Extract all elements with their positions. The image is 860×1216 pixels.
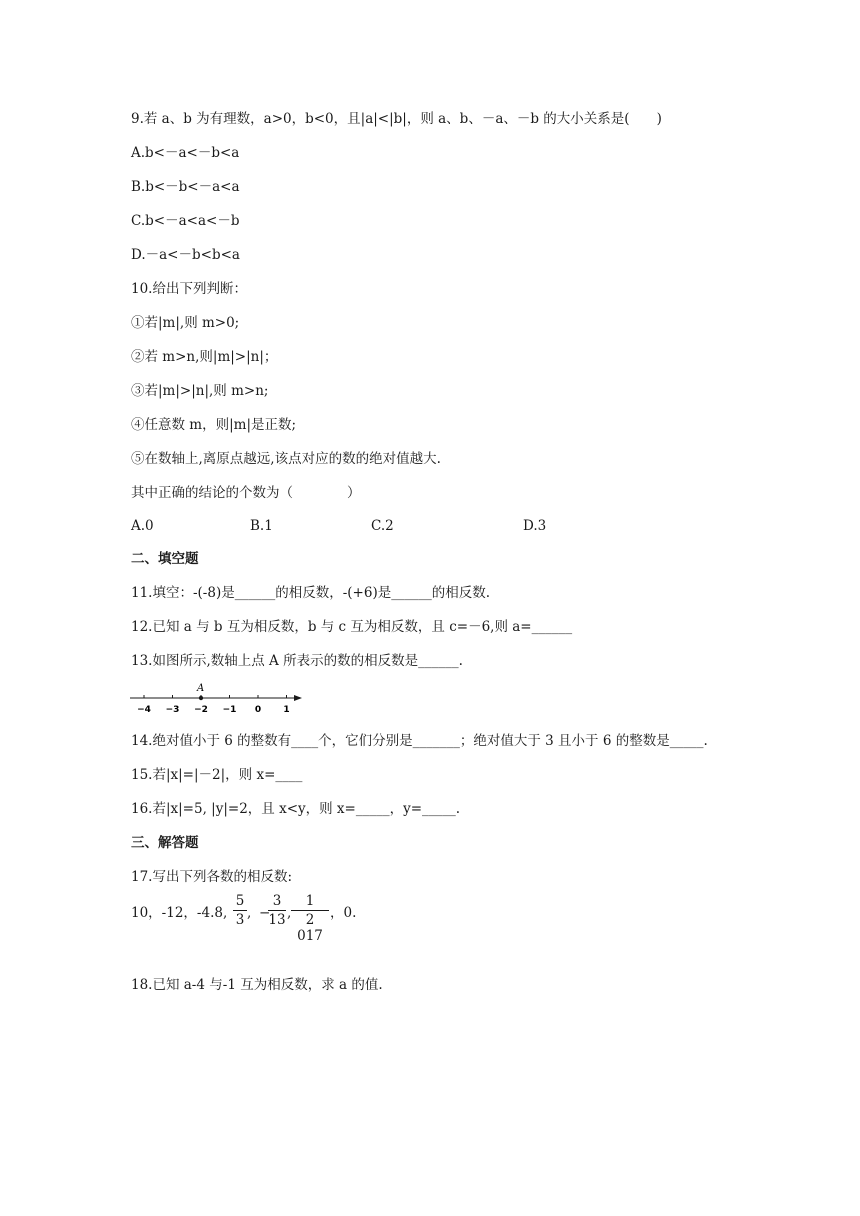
q12: 12.已知 a 与 b 互为相反数，b 与 c 互为相反数，且 c=－6,则 a=______ [131,619,573,635]
q9-option-d: D.－a<－b<b<a [131,247,240,263]
point-a-label: A [197,683,205,694]
q17-fraction-1 [233,893,247,928]
q17-stem: 17.写出下列各数的相反数: [131,869,293,885]
fraction-bar [268,910,286,911]
q17-prefix: 10，-12，-4.8, [131,905,228,921]
q17-fraction-3 [291,893,329,944]
q9-option-b: B.b<－b<－a<a [131,179,240,195]
q10-question: 其中正确的结论的个数为（ ） [131,485,361,501]
q9-option-c: C.b<－a<a<－b [131,213,240,229]
q10-stem: 10.给出下列判断： [131,281,247,297]
q9-option-a: A.b<－a<－b<a [131,145,240,161]
q10-option-b: B.1 [250,518,273,534]
fraction-bar [291,910,329,911]
fraction-denominator: 3 [235,912,245,928]
q9-stem: 9.若 a、b 为有理数，a>0，b<0，且|a|<|b|，则 a、b、－a、－b 的大小关系是( ) [131,111,662,127]
number-line-tick-label: 1 [283,705,290,714]
q17-negative-sign: − [259,905,271,921]
q10-item-3: ③若|m|>|n|,则 m>n; [131,383,269,399]
q10-option-c: C.2 [371,518,394,534]
q10-item-5: ⑤在数轴上,离原点越远,该点对应的数的绝对值越大. [131,451,441,467]
fraction-numerator: 3 [272,893,282,909]
fraction-denominator: 2 017 [297,912,323,944]
fraction-numerator: 5 [235,893,245,909]
number-line-figure [128,680,308,714]
fraction-numerator: 1 [305,893,315,909]
number-line-tick-label: −2 [194,705,208,714]
q13: 13.如图所示,数轴上点 A 所表示的数的相反数是______. [131,653,463,669]
fraction-bar [233,910,247,911]
number-line-tick-label: 0 [254,705,262,714]
q17-suffix: ，0. [330,905,357,921]
number-line-tick-label: −3 [165,705,180,714]
q10-item-2: ②若 m>n,则|m|>|n|； [131,349,278,365]
q15: 15.若|x|=|－2|，则 x=____ [131,767,303,783]
q14: 14.绝对值小于 6 的整数有____个，它们分别是_______；绝对值大于 3 且小于 6 的整数是_____. [131,733,708,749]
q17-separator-1: , [247,905,252,921]
section-fill-in-heading: 二、填空题 [131,551,199,567]
q18: 18.已知 a-4 与-1 互为相反数，求 a 的值. [131,977,383,993]
q17-fraction-2 [268,893,286,928]
q16: 16.若|x|=5, |y|=2，且 x<y，则 x=_____，y=_____. [131,801,461,817]
point-a-marker [199,696,203,700]
q11: 11.填空：-(-8)是______的相反数，-(+6)是______的相反数. [131,585,491,601]
q17-separator-2: , [287,905,292,921]
number-line-arrow [294,695,302,701]
number-line-tick-label: −1 [222,705,237,714]
number-line-tick-label: −4 [137,705,151,714]
q10-item-1: ①若|m|,则 m>0; [131,315,240,331]
q10-option-d: D.3 [523,518,547,534]
q10-item-4: ④任意数 m，则|m|是正数; [131,417,297,433]
section-solve-heading: 三、解答题 [131,835,199,851]
q10-option-a: A.0 [131,518,154,534]
fraction-denominator: 13 [268,912,286,928]
